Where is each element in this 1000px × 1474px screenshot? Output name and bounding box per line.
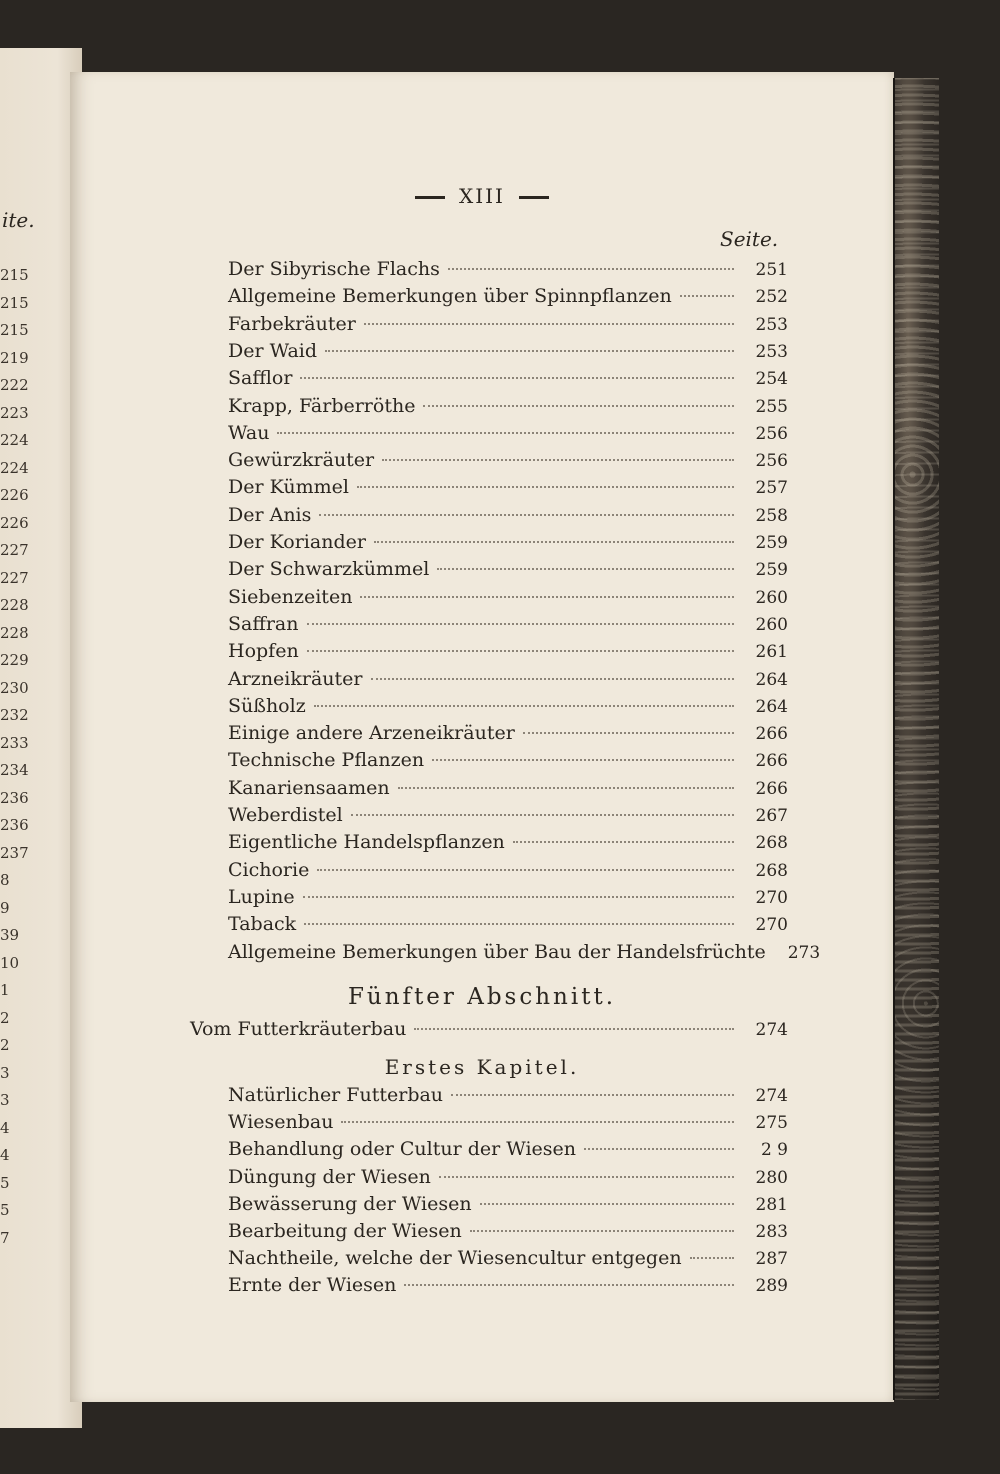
- toc-entry-title: Hopfen: [228, 640, 299, 663]
- toc-entry-title: Wau: [228, 421, 270, 444]
- toc-entry-page: 264: [755, 696, 788, 717]
- toc-entry-title: Düngung der Wiesen: [228, 1165, 431, 1188]
- left-page-number: 8: [0, 871, 10, 889]
- toc-entry-title: Safflor: [228, 367, 293, 390]
- leader-dots: [303, 896, 734, 898]
- leader-dots: [371, 678, 735, 680]
- toc-entry-page: 280: [755, 1167, 788, 1188]
- left-page-number: 233: [0, 733, 29, 752]
- toc-entry-section-intro: [190, 1018, 788, 1044]
- toc-entry-title: Der Sibyrische Flachs: [228, 258, 440, 280]
- leader-dots: [325, 350, 734, 352]
- toc-entry: [228, 886, 788, 912]
- left-page-number: 2: [0, 1008, 10, 1027]
- leader-dots: [317, 869, 734, 871]
- toc-entry-page: 266: [755, 751, 788, 772]
- toc-entry-page: 266: [755, 724, 788, 745]
- toc-entry: [228, 940, 821, 967]
- toc-entry: [228, 1193, 788, 1219]
- toc-entry-title: Bewässerung der Wiesen: [228, 1192, 472, 1215]
- leader-dots: [364, 323, 734, 325]
- toc-entry-title: Behandlung oder Cultur der Wiesen: [228, 1138, 577, 1161]
- toc-entry-title: Nachtheile, welche der Wiesencultur entgegen: [228, 1247, 682, 1270]
- toc-entry-page: 255: [755, 396, 788, 417]
- leader-dots: [423, 405, 734, 407]
- toc-entry-title: Einige andere Arzeneikräuter: [228, 722, 515, 745]
- toc-entry-title: Der Koriander: [228, 531, 366, 553]
- toc-entry-title: Kanariensaamen: [228, 776, 390, 799]
- toc-entry: [228, 749, 788, 775]
- leader-dots: [451, 1094, 734, 1096]
- toc-entry: [228, 804, 788, 830]
- toc-entry: [228, 586, 788, 612]
- toc-entry-title: Allgemeine Bemerkungen über Bau der Handelsfrüchte: [228, 940, 766, 963]
- toc-entry-page: 274: [755, 1086, 788, 1106]
- leader-dots: [437, 568, 734, 570]
- toc-entry-page: 257: [755, 478, 788, 499]
- left-page-number: 3: [0, 1091, 10, 1109]
- toc-entry: [228, 831, 788, 857]
- toc-entry-title: Natürlicher Futterbau: [228, 1084, 444, 1106]
- book-page: [70, 72, 894, 1402]
- toc-entry: [228, 695, 788, 721]
- toc-entry: [228, 531, 788, 557]
- toc-entry-page: 253: [755, 341, 788, 362]
- leader-dots: [439, 1176, 734, 1178]
- toc-entry: [228, 722, 788, 748]
- toc-entry-title: Technische Pflanzen: [228, 749, 425, 772]
- leader-dots: [314, 705, 734, 707]
- leader-dots: [277, 432, 734, 434]
- toc-entry-title: Arzneikräuter: [228, 667, 363, 690]
- leader-dots: [351, 814, 734, 816]
- left-page-number: 215: [0, 321, 29, 339]
- page-number: XIII: [459, 184, 505, 208]
- toc-entry: [228, 476, 788, 502]
- toc-entry-title: Allgemeine Bemerkungen über Spinnpflanzen: [228, 285, 672, 308]
- toc-entry-title: Saffran: [228, 612, 299, 635]
- toc-entry: [228, 668, 788, 694]
- toc-entry-page: 275: [755, 1113, 788, 1134]
- toc-entry: [228, 504, 788, 530]
- left-page-number: 230: [0, 678, 29, 697]
- toc-entry: [228, 1166, 788, 1192]
- left-page-number: 10: [0, 953, 20, 972]
- toc-entry-title: Krapp, Färberröthe: [228, 394, 416, 417]
- toc-entry: [228, 313, 788, 339]
- leader-dots: [304, 923, 734, 925]
- toc-entry-title: Bearbeitung der Wiesen: [228, 1220, 462, 1242]
- leader-dots: [432, 759, 734, 761]
- left-page-number: 224: [0, 458, 29, 477]
- toc-entry-title: Farbekräuter: [228, 312, 356, 335]
- leader-dots: [300, 377, 734, 379]
- toc-entry: [228, 613, 788, 639]
- page-header: [70, 184, 894, 208]
- toc-entry: [228, 367, 788, 393]
- toc-entry-page: 252: [755, 287, 788, 308]
- leader-dots: [690, 1257, 734, 1259]
- left-page-number: 224: [0, 431, 29, 449]
- left-page-number: 215: [0, 266, 29, 284]
- leader-dots: [480, 1203, 734, 1205]
- leader-dots: [513, 841, 734, 843]
- toc-entry: [228, 285, 788, 311]
- toc-entry-title: Cichorie: [228, 858, 310, 881]
- toc-entry-page: 260: [755, 587, 788, 608]
- left-page-number: 228: [0, 596, 29, 614]
- toc-entry-page: 274: [755, 1020, 788, 1040]
- leader-dots: [523, 732, 734, 734]
- toc-entry-page: 253: [755, 314, 788, 335]
- leader-dots: [319, 514, 734, 516]
- leader-dots: [357, 486, 734, 488]
- toc-entry-page: 270: [755, 915, 788, 936]
- toc-entry-page: 283: [755, 1222, 788, 1242]
- leader-dots: [448, 268, 734, 270]
- left-page-number: 39: [0, 926, 20, 944]
- toc-entry: [228, 1274, 788, 1300]
- left-page-number: 227: [0, 568, 29, 587]
- toc-entry: [228, 422, 788, 448]
- leader-dots: [584, 1148, 734, 1150]
- toc-entry-title: Der Kümmel: [228, 476, 349, 499]
- leader-dots: [360, 596, 734, 598]
- toc-entry-page: 254: [755, 369, 788, 390]
- toc-entry-title: Wiesenbau: [228, 1111, 334, 1134]
- toc-entry: [228, 1220, 788, 1246]
- toc-entry: [228, 449, 788, 475]
- toc-entry: [228, 558, 788, 584]
- toc-entry-page: 289: [755, 1276, 788, 1297]
- leader-dots: [470, 1230, 734, 1232]
- chapter-title: Erstes Kapitel.: [384, 1055, 580, 1079]
- left-page-number: 2: [0, 1036, 10, 1054]
- left-page-number: 234: [0, 761, 29, 779]
- toc-entry: [228, 1138, 788, 1164]
- left-page-number: 226: [0, 486, 29, 504]
- left-page-number: 5: [0, 1173, 10, 1192]
- leader-dots: [341, 1121, 734, 1123]
- toc-entry-page: 256: [755, 423, 788, 444]
- left-page-number: 4: [0, 1118, 10, 1137]
- leader-dots: [382, 459, 734, 461]
- toc-entry-title: Vom Futterkräuterbau: [190, 1018, 407, 1040]
- toc-entry: [228, 1111, 788, 1137]
- left-page-number: 237: [0, 843, 29, 862]
- toc-entry-title: Süßholz: [228, 694, 306, 717]
- toc-entry: [228, 258, 788, 284]
- book-cover-edge: [893, 78, 939, 1400]
- left-page-number: 219: [0, 348, 29, 367]
- left-page-number: 232: [0, 706, 29, 724]
- toc-entry-title: Der Waid: [228, 339, 318, 362]
- leader-dots: [680, 295, 734, 297]
- leader-dots: [414, 1028, 734, 1030]
- left-page-number: 227: [0, 541, 29, 559]
- left-page-number: 215: [0, 293, 29, 312]
- left-page-number: 229: [0, 651, 29, 669]
- toc-entry-page: 259: [755, 533, 788, 553]
- toc-entry-page: 2 9: [760, 1140, 788, 1161]
- left-page-number: 4: [0, 1146, 10, 1164]
- toc-entry-page: 267: [755, 806, 788, 826]
- toc-entry-title: Lupine: [228, 885, 295, 908]
- left-page-number: 3: [0, 1063, 10, 1082]
- toc-entry-page: 270: [755, 887, 788, 908]
- toc-entry: [228, 1247, 788, 1273]
- toc-entry-title: Eigentliche Handelspflanzen: [228, 831, 505, 854]
- toc-entry-page: 287: [755, 1249, 788, 1270]
- column-header-seite: Seite.: [720, 227, 779, 251]
- toc-entry: [228, 913, 788, 939]
- toc-entry-title: Siebenzeiten: [228, 585, 353, 608]
- toc-entry-page: 268: [755, 833, 788, 854]
- toc-entry-title: Ernte der Wiesen: [228, 1274, 397, 1297]
- leader-dots: [398, 787, 734, 789]
- left-page-heading-fragment: ite.: [2, 208, 35, 232]
- section-title: Fünfter Abschnitt.: [347, 984, 617, 1010]
- toc-entry-page: 251: [755, 260, 788, 280]
- toc-entry: [228, 777, 788, 803]
- toc-entry-page: 259: [755, 560, 788, 581]
- toc-entry-page: 261: [755, 642, 788, 663]
- toc-entry-title: Weberdistel: [228, 804, 343, 826]
- left-page-number: 236: [0, 788, 29, 807]
- toc-entry-page: 273: [787, 942, 821, 963]
- toc-entry-title: Gewürzkräuter: [228, 449, 375, 472]
- left-page-number: 7: [0, 1228, 10, 1247]
- toc-entry-page: 264: [755, 669, 788, 690]
- toc-entry-page: 258: [755, 505, 788, 526]
- leader-dots: [374, 541, 734, 543]
- left-page-number: 222: [0, 376, 29, 394]
- toc-entry-page: 266: [755, 778, 788, 799]
- toc-entry-title: Der Schwarzkümmel: [228, 558, 430, 581]
- header-dash-left: [415, 196, 445, 199]
- left-page-number: 226: [0, 513, 29, 532]
- leader-dots: [307, 650, 734, 652]
- toc-entry-title: Der Anis: [228, 503, 312, 526]
- header-dash-right: [519, 196, 549, 199]
- left-page-number: 228: [0, 623, 29, 642]
- toc-entry: [228, 395, 788, 421]
- toc-entry-page: 260: [755, 614, 788, 635]
- toc-entry-page: 256: [755, 451, 788, 472]
- toc-entry: [228, 1084, 788, 1110]
- leader-dots: [307, 623, 735, 625]
- toc-entry: [228, 340, 788, 366]
- left-page-number: 223: [0, 403, 29, 422]
- leader-dots: [404, 1284, 734, 1286]
- left-page-number: 5: [0, 1201, 10, 1219]
- toc-entry-page: 281: [755, 1194, 788, 1215]
- toc-entry-page: 268: [755, 860, 788, 881]
- toc-entry: [228, 859, 788, 885]
- toc-entry-title: Taback: [228, 913, 297, 936]
- toc-entry: [228, 640, 788, 666]
- left-page-number: 9: [0, 898, 10, 917]
- left-page-number: 236: [0, 816, 29, 834]
- left-page-number: 1: [0, 981, 10, 999]
